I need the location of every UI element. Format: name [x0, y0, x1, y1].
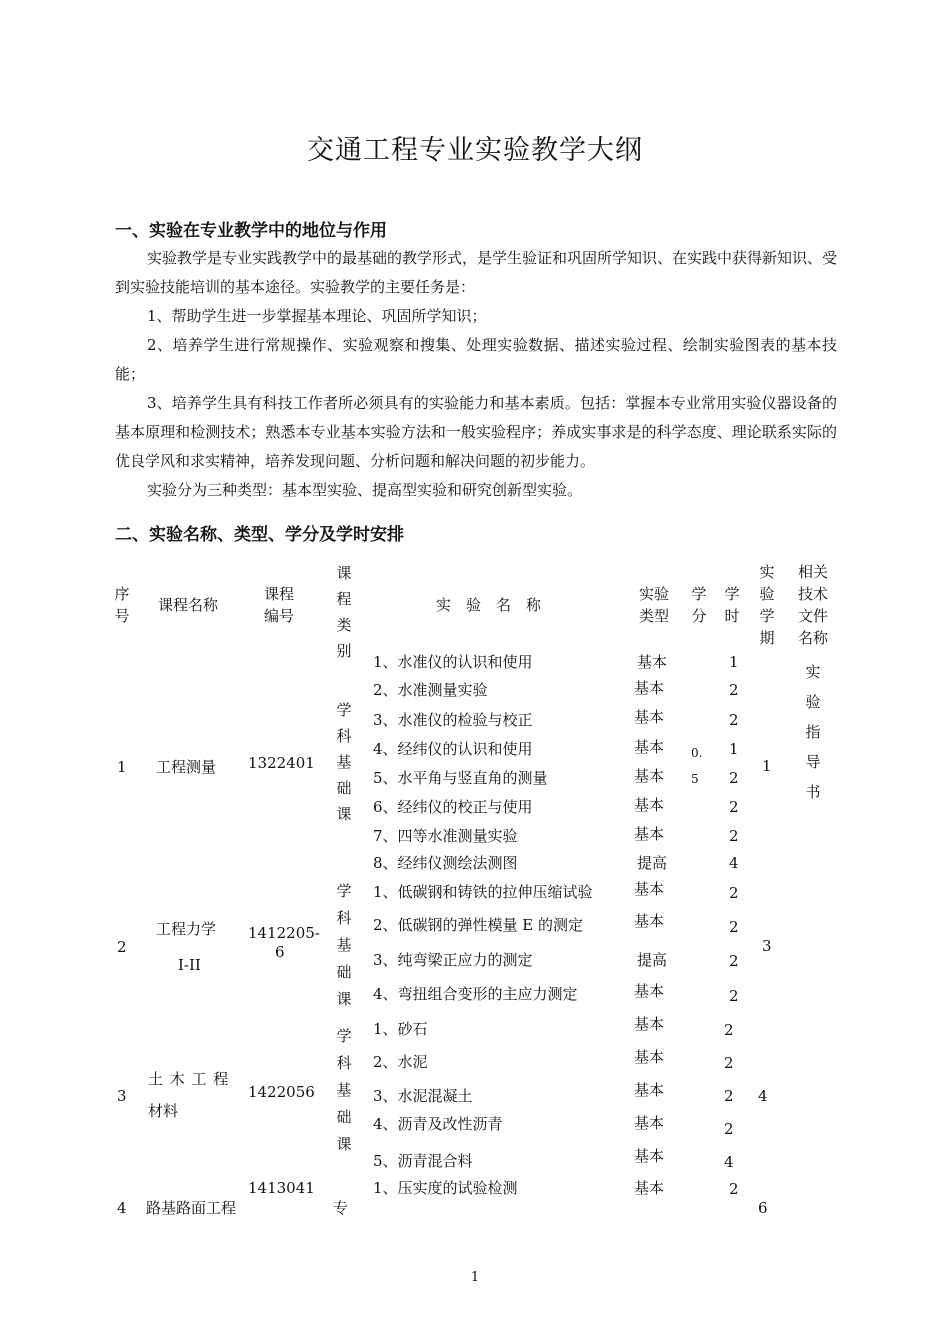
g1-row8-type: 提高: [637, 854, 668, 872]
header-exp-name: 实 验 名 称: [436, 596, 542, 614]
group3-category: 学科基础课: [336, 1027, 352, 1153]
g2-row4-type: 基本: [634, 982, 665, 1000]
section-1-paragraph-4: 3、培养学生具有科技工作者所必须具有的实验能力和基本素质。包括：掌握本专业常用实验仪器设备的基本原理和检测技术；熟悉本专业基本实验方法和一般实验程序；养成实事求是的科学态度、理论联系实际的优良学风和求实精神，培养发现问题、分析问题和解决问题的初步能力。: [115, 394, 837, 470]
group1-term: 1: [762, 757, 772, 775]
g3-row3-name: 3、水泥混凝土: [373, 1087, 473, 1105]
group1-credit: [691, 742, 702, 790]
g3-row1-hours: 2: [724, 1021, 734, 1039]
g3-row4-name: 4、沥青及改性沥青: [373, 1115, 503, 1133]
g1-row3-hours: 2: [729, 711, 739, 729]
group1-credit-value: 0. 5: [691, 746, 703, 786]
group3-seq: 3: [117, 1087, 127, 1105]
group2-seq: 2: [117, 938, 127, 956]
g1-row6-name: 6、经纬仪的校正与使用: [373, 798, 533, 816]
header-term: 实验学期: [759, 563, 775, 647]
g1-row5-type: 基本: [634, 767, 665, 785]
g1-row3-name: 3、水准仪的检验与校正: [373, 711, 533, 729]
g1-row1-type: 基本: [637, 653, 668, 671]
g3-row5-hours: 4: [724, 1153, 734, 1171]
section-2-heading: 二、实验名称、类型、学分及学时安排: [115, 525, 404, 545]
group2-course-line2: I-II: [178, 956, 201, 974]
section-1-paragraph-3: 2、培养学生进行常规操作、实验观察和搜集、处理实验数据、描述实验过程、绘制实验图表的基本技能；: [115, 336, 837, 383]
g1-row4-type: 基本: [634, 738, 665, 756]
g1-row6-type: 基本: [634, 796, 665, 814]
header-category: 课程类别: [336, 564, 352, 660]
g1-row7-name: 7、四等水准测量实验: [373, 827, 518, 845]
g3-row4-type: 基本: [634, 1114, 665, 1132]
g1-row2-type: 基本: [634, 679, 665, 697]
header-credit: 学分: [691, 585, 707, 625]
group4-category: 专: [333, 1199, 349, 1217]
g1-row5-hours: 2: [729, 769, 739, 787]
page-number: 1: [470, 1270, 480, 1285]
header-docs: 相关技术文件名称: [797, 563, 828, 647]
g4-row1-name: 1、压实度的试验检测: [373, 1179, 518, 1197]
g2-row3-type: 提高: [637, 951, 668, 969]
g1-row2-name: 2、水准测量实验: [373, 681, 488, 699]
group2-code-line2: 6: [275, 943, 285, 961]
group1-docs: 实验指导书: [805, 663, 821, 801]
group1-course: 工程测量: [156, 758, 217, 776]
header-course: 课程名称: [157, 596, 218, 614]
g3-row3-hours: 2: [724, 1087, 734, 1105]
g2-row2-type: 基本: [634, 912, 665, 930]
g2-row3-hours: 2: [729, 952, 739, 970]
group2-code-line1: 1412205-: [248, 924, 320, 942]
group4-term: 6: [758, 1199, 768, 1217]
g2-row1-name: 1、低碳钢和铸铁的拉伸压缩试验: [373, 883, 593, 901]
g3-row2-hours: 2: [724, 1054, 734, 1072]
group2-category: 学科基础课: [336, 882, 352, 1008]
g1-row2-hours: 2: [729, 681, 739, 699]
g2-row4-hours: 2: [729, 987, 739, 1005]
g3-row5-name: 5、沥青混合料: [373, 1152, 473, 1170]
g3-row1-type: 基本: [634, 1015, 665, 1033]
group3-term: 4: [758, 1087, 768, 1105]
g2-row2-name: 2、低碳钢的弹性模量 E 的测定: [373, 916, 584, 934]
group3-course-line2: 材料: [148, 1102, 179, 1120]
g4-row1-type: 基本: [634, 1179, 665, 1197]
section-1-paragraph-2: 1、帮助学生进一步掌握基本理论、巩固所学知识；: [147, 307, 487, 325]
group4-course: 路基路面工程: [146, 1199, 237, 1217]
g1-row8-hours: 4: [729, 854, 739, 872]
g3-row3-type: 基本: [634, 1081, 665, 1099]
header-seq: 序号: [114, 585, 130, 625]
g4-row1-hours: 2: [729, 1180, 739, 1198]
g1-row7-hours: 2: [729, 827, 739, 845]
section-1-paragraph-5: 实验分为三种类型：基本型实验、提高型实验和研究创新型实验。: [147, 481, 583, 499]
group4-code: 1413041: [248, 1179, 315, 1197]
g1-row1-hours: 1: [729, 653, 739, 671]
group4-seq: 4: [117, 1199, 127, 1217]
g1-row8-name: 8、经纬仪测绘法测图: [373, 854, 518, 872]
g2-row1-type: 基本: [634, 880, 665, 898]
group3-code: 1422056: [248, 1083, 315, 1101]
g1-row6-hours: 2: [729, 798, 739, 816]
g3-row2-name: 2、水泥: [373, 1053, 428, 1071]
group2-term: 3: [762, 937, 772, 955]
document-title: 交通工程专业实验教学大纲: [307, 135, 643, 166]
g3-row2-type: 基本: [634, 1048, 665, 1066]
g1-row4-name: 4、经纬仪的认识和使用: [373, 740, 533, 758]
g3-row1-name: 1、砂石: [373, 1020, 428, 1038]
g3-row5-type: 基本: [634, 1147, 665, 1165]
group2-course-line1: 工程力学: [156, 920, 217, 938]
g1-row4-hours: 1: [729, 740, 739, 758]
g1-row5-name: 5、水平角与竖直角的测量: [373, 769, 548, 787]
g2-row3-name: 3、纯弯梁正应力的测定: [373, 951, 533, 969]
g1-row3-type: 基本: [634, 708, 665, 726]
group3-course-line1: 土 木 工 程: [148, 1070, 230, 1088]
header-exp-type: 实验类型: [638, 585, 669, 625]
header-hours: 学时: [724, 585, 740, 625]
section-1-paragraph-1: 实验教学是专业实践教学中的最基础的教学形式，是学生验证和巩固所学知识、在实践中获得新知识、受到实验技能培训的基本途径。实验教学的主要任务是：: [115, 249, 838, 296]
g2-row4-name: 4、弯扭组合变形的主应力测定: [373, 985, 578, 1003]
section-1-heading: 一、实验在专业教学中的地位与作用: [115, 221, 387, 241]
g2-row1-hours: 2: [729, 884, 739, 902]
g1-row7-type: 基本: [634, 825, 665, 843]
g2-row2-hours: 2: [729, 918, 739, 936]
group1-seq: 1: [117, 758, 127, 776]
group1-category: 学科基础课: [336, 701, 352, 823]
g1-row1-name: 1、水准仪的认识和使用: [373, 653, 533, 671]
header-code: 课程编号: [263, 585, 294, 625]
g3-row4-hours: 2: [724, 1120, 734, 1138]
group1-code: 1322401: [248, 754, 315, 772]
